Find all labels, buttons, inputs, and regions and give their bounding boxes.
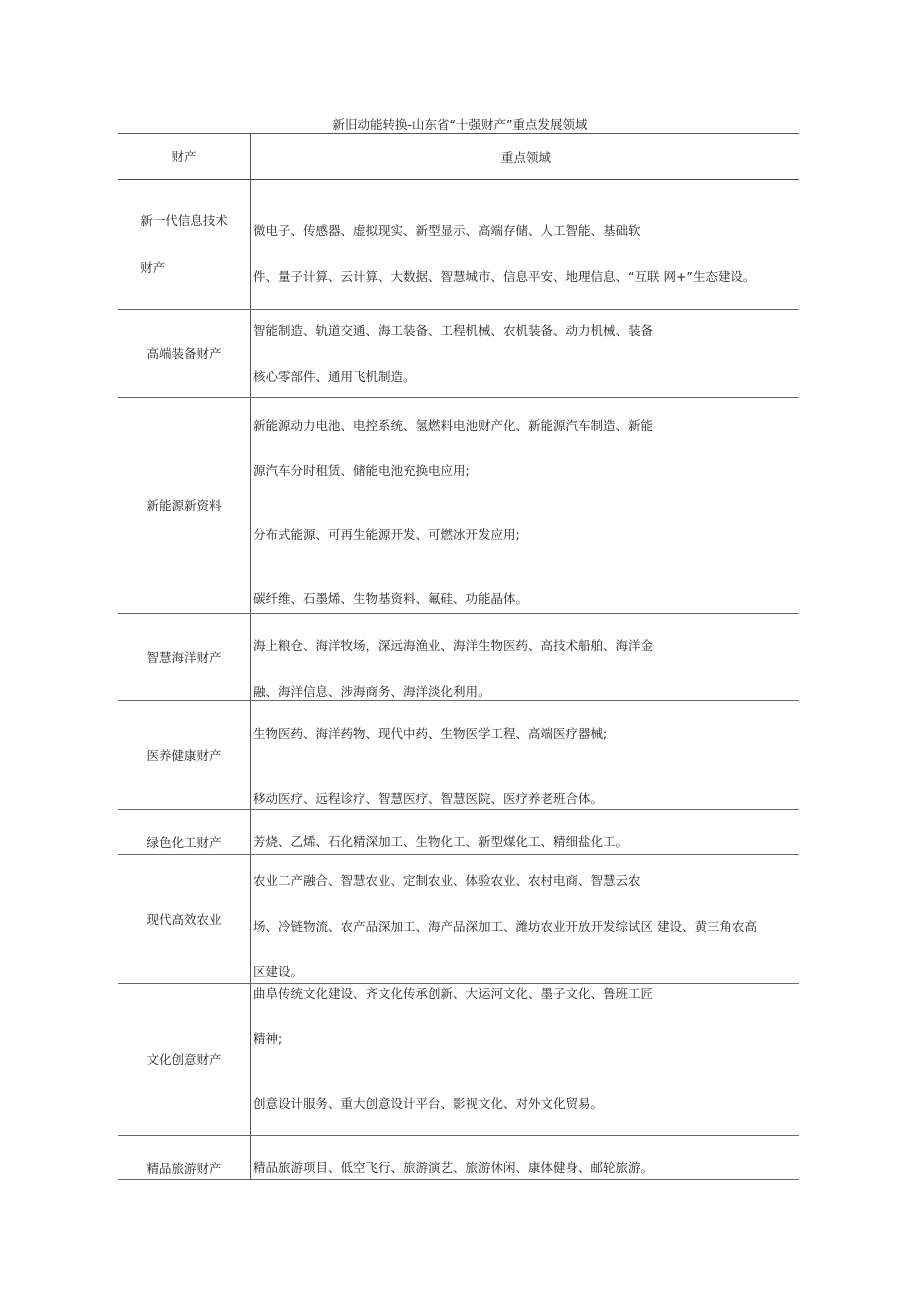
focus-line: 精神; [253, 1031, 283, 1046]
focus-line: 微电子、传感器、虚拟现实、新型显示、高端存储、人工智能、基础软 [253, 223, 641, 238]
category-label: 精品旅游财产 [146, 1160, 222, 1176]
focus-line: 源汽车分时租赁、储能电池充换电应用; [253, 463, 470, 478]
header-cell-industry [118, 134, 251, 179]
category-label: 文化创意财产 [146, 1052, 222, 1067]
table-row [118, 180, 799, 310]
focus-line: 碳纤维、石墨烯、生物基资料、氟硅、功能晶体。 [253, 591, 529, 606]
table-row [118, 984, 799, 1136]
category-cell [118, 855, 251, 983]
focus-line: 新能源动力电池、电控系统、氢燃料电池财产化、新能源汽车制造、新能 [253, 418, 654, 433]
focus-cell [251, 310, 799, 397]
category-cell [118, 614, 251, 700]
focus-cell [251, 398, 799, 613]
header-industry-label: 财产 [171, 149, 197, 164]
category-label: 高端装备财产 [146, 346, 222, 361]
category-cell [118, 310, 251, 397]
category-cell [118, 984, 251, 1135]
category-label: 新能源新资料 [146, 498, 222, 513]
category-cell [118, 810, 251, 854]
focus-line: 移动医疗、远程诊疗、智慧医疗、智慧医院、医疗养老班合体。 [253, 791, 604, 806]
focus-line: 创意设计服务、重大创意设计平台、影视文化、对外文化贸易。 [253, 1096, 604, 1111]
focus-cell [251, 984, 799, 1135]
focus-line: 生物医药、海洋药物、现代中药、生物医学工程、高端医疗器械; [253, 726, 608, 741]
category-label: 医养健康财产 [146, 747, 222, 763]
focus-cell [251, 180, 799, 309]
category-cell [118, 701, 251, 809]
focus-line: 精品旅游项目、低空飞行、旅游演艺、旅游休闲、康体健身、邮轮旅游。 [253, 1160, 654, 1175]
focus-line: 芳烧、乙烯、石化精深加工、生物化工、新型煤化工、精细盐化工。 [253, 834, 629, 849]
focus-line: 智能制造、轨道交通、海工装备、工程机械、农机装备、动力机械、装备 [253, 323, 654, 338]
focus-cell [251, 701, 799, 809]
table-row [118, 310, 799, 398]
focus-cell [251, 1136, 799, 1179]
focus-line: 核心零部件、通用飞机制造。 [253, 369, 416, 384]
focus-line: 场、冷链物流、农产品深加工、海产品深加工、潍坊农业开放开发综试区 建设、黄三角农高 [253, 919, 757, 934]
table-row [118, 810, 799, 855]
header-cell-focus [251, 134, 799, 179]
focus-line: 件、量子计算、云计算、大数据、智慧城市、信息平安、地理信息、“互联 网+”生态建设。 [253, 269, 756, 284]
focus-line: 区建设。 [253, 964, 304, 979]
focus-cell [251, 614, 799, 700]
header-focus-label: 重点领域 [500, 149, 551, 165]
focus-line: 海上粮仓、海洋牧场，深远海渔业、海洋生物医药、高技术船舶、海洋金 [253, 638, 654, 653]
category-cell [118, 1136, 251, 1179]
table-row [118, 614, 799, 701]
category-label: 新一代信息技术 财产 [140, 213, 228, 275]
table-row [118, 855, 799, 984]
category-label: 绿色化工财产 [146, 835, 222, 850]
document-title: 新旧动能转换-山东省“十强财产”重点发展领域 [332, 117, 588, 132]
focus-line: 农业二产融合、智慧农业、定制农业、体验农业、农村电商、智慧云农 [253, 873, 641, 888]
table-row [118, 398, 799, 614]
category-cell [118, 180, 251, 309]
table-row [118, 701, 799, 810]
focus-line: 曲阜传统文化建设、齐文化传承创新、大运河文化、墨子文化、鲁班工匠 [253, 986, 654, 1001]
table-header-row [118, 134, 799, 180]
focus-line: 融、海洋信息、涉海商务、海洋淡化利用。 [253, 684, 491, 699]
category-cell [118, 398, 251, 613]
table-row [118, 1136, 799, 1180]
category-label: 现代高效农业 [146, 911, 222, 927]
focus-cell [251, 810, 799, 854]
industry-table [118, 133, 799, 1180]
category-label: 智慧海洋财产 [146, 649, 222, 665]
focus-line: 分布式能源、可再生能源开发、可燃冰开发应用; [253, 527, 520, 542]
focus-cell [251, 855, 799, 983]
